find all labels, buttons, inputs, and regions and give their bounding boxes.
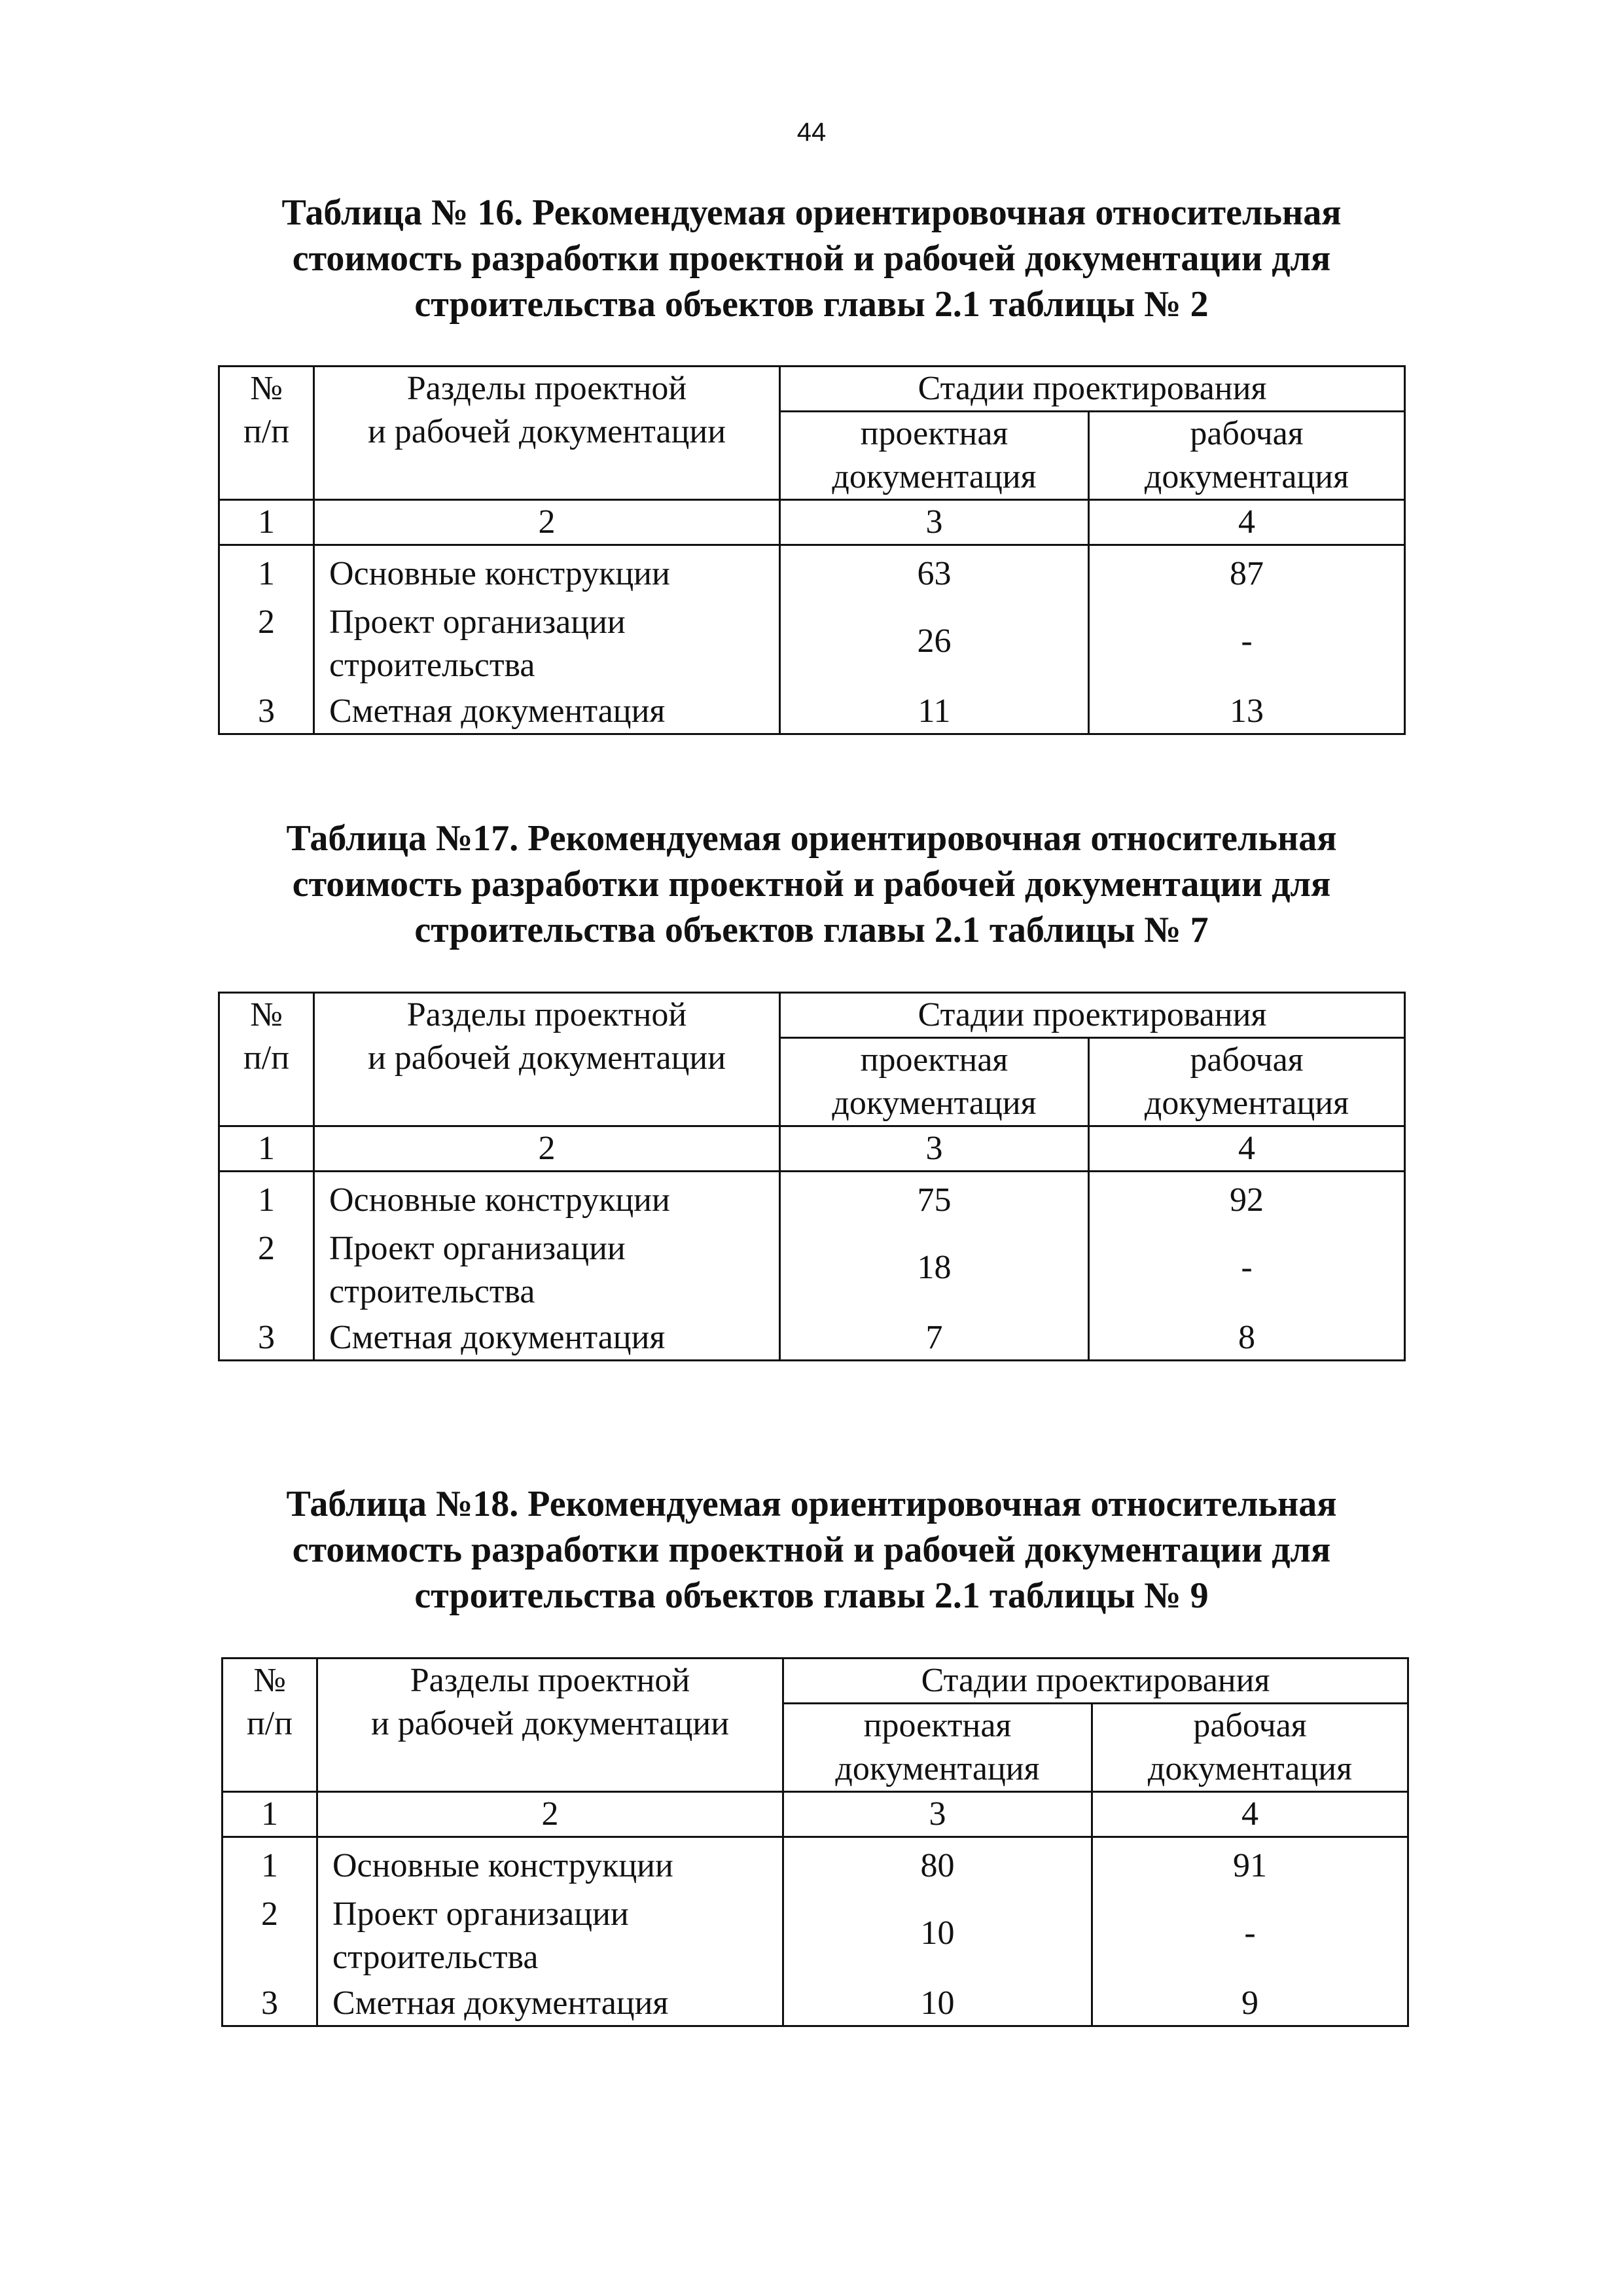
header-stages: Стадии проектирования: [780, 993, 1405, 1038]
row-work-value: 9: [1092, 1979, 1408, 2026]
row-project-value: 75: [780, 1172, 1089, 1223]
row-name: Проект организации строительства: [317, 1888, 783, 1979]
row-num: 1: [219, 1172, 314, 1223]
row-name: Проект организации строительства: [314, 596, 780, 687]
row-num: 2: [219, 596, 314, 687]
column-number: 4: [1089, 500, 1405, 545]
table-row: [223, 1837, 1408, 1888]
header-sections-line2: и рабочей документации: [370, 1705, 730, 1742]
header-num-line1: №: [250, 996, 283, 1033]
header-num-cell: [219, 367, 314, 500]
column-number: 3: [780, 1126, 1089, 1172]
header-project-line2: документация: [832, 458, 1037, 495]
header-num-line2: п/п: [243, 413, 290, 450]
column-number-row: [223, 1792, 1408, 1837]
header-work-line2: документация: [1144, 1085, 1349, 1122]
table-18: [221, 1657, 1409, 2027]
table-row: [223, 1888, 1408, 1979]
header-num-line2: п/п: [243, 1039, 290, 1077]
header-work-cell: [1089, 1038, 1405, 1126]
table-17: [218, 992, 1406, 1361]
page-number: 44: [796, 118, 827, 147]
table-title-line: стоимость разработки проектной и рабочей документации для: [292, 864, 1331, 905]
row-project-value: 63: [780, 545, 1089, 596]
header-project-cell: [783, 1704, 1092, 1792]
table-row: [223, 1979, 1408, 2026]
header-sections-line1: Разделы проектной: [410, 1662, 690, 1699]
header-work-line2: документация: [1147, 1750, 1353, 1787]
header-sections-line2: и рабочей документации: [367, 413, 726, 450]
header-project-line1: проектная: [860, 415, 1008, 452]
table-title-line: строительства объектов главы 2.1 таблицы № 9: [414, 1575, 1209, 1616]
row-name: Основные конструкции: [317, 1837, 783, 1888]
column-number: 1: [219, 1126, 314, 1172]
header-sections-cell: [317, 1659, 783, 1792]
row-project-value: 80: [783, 1837, 1092, 1888]
header-project-line1: проектная: [863, 1707, 1012, 1744]
header-num-cell: [223, 1659, 317, 1792]
header-work-line1: рабочая: [1190, 1041, 1304, 1079]
row-work-value: 91: [1092, 1837, 1408, 1888]
row-project-value: 11: [780, 687, 1089, 734]
header-num-line1: №: [250, 370, 283, 407]
table-16: [218, 365, 1406, 735]
header-sections-line2: и рабочей документации: [367, 1039, 726, 1077]
table-17-title: [0, 816, 1623, 953]
row-work-value: 87: [1089, 545, 1405, 596]
header-project-cell: [780, 1038, 1089, 1126]
row-project-value: 26: [780, 596, 1089, 687]
header-work-cell: [1092, 1704, 1408, 1792]
row-work-value: -: [1089, 1222, 1405, 1314]
table-title-line: стоимость разработки проектной и рабочей документации для: [292, 238, 1331, 279]
table-row: [219, 545, 1405, 596]
row-work-value: 13: [1089, 687, 1405, 734]
table-18-title: [0, 1481, 1623, 1619]
row-project-value: 10: [783, 1888, 1092, 1979]
header-work-cell: [1089, 412, 1405, 500]
column-number: 2: [314, 1126, 780, 1172]
row-num: 3: [219, 1314, 314, 1361]
column-number: 2: [314, 500, 780, 545]
column-number: 3: [780, 500, 1089, 545]
row-project-value: 7: [780, 1314, 1089, 1361]
row-work-value: 92: [1089, 1172, 1405, 1223]
table-row: [219, 687, 1405, 734]
table-title-line: Таблица №18. Рекомендуемая ориентировочная относительная: [286, 1484, 1337, 1524]
column-number: 1: [223, 1792, 317, 1837]
column-number: 4: [1089, 1126, 1405, 1172]
header-sections-cell: [314, 993, 780, 1126]
row-num: 2: [223, 1888, 317, 1979]
table-16-title: [0, 190, 1623, 327]
row-num: 3: [223, 1979, 317, 2026]
table-title-line: Таблица № 16. Рекомендуемая ориентировочная относительная: [281, 192, 1342, 233]
header-num-line1: №: [253, 1662, 286, 1699]
row-num: 1: [223, 1837, 317, 1888]
column-number: 4: [1092, 1792, 1408, 1837]
header-project-line1: проектная: [860, 1041, 1008, 1079]
header-work-line1: рабочая: [1193, 1707, 1307, 1744]
row-num: 2: [219, 1222, 314, 1314]
row-name: Сметная документация: [314, 1314, 780, 1361]
table-row: [219, 1222, 1405, 1314]
row-name: Сметная документация: [314, 687, 780, 734]
header-num-line2: п/п: [246, 1705, 293, 1742]
row-work-value: 8: [1089, 1314, 1405, 1361]
row-name: Основные конструкции: [314, 1172, 780, 1223]
column-number-row: [219, 500, 1405, 545]
header-sections-cell: [314, 367, 780, 500]
header-work-line1: рабочая: [1190, 415, 1304, 452]
table-title-line: Таблица №17. Рекомендуемая ориентировочная относительная: [286, 818, 1337, 859]
header-stages: Стадии проектирования: [780, 367, 1405, 412]
table-title-line: строительства объектов главы 2.1 таблицы № 2: [414, 284, 1209, 325]
header-num-cell: [219, 993, 314, 1126]
table-row: [219, 1172, 1405, 1223]
row-work-value: -: [1089, 596, 1405, 687]
header-project-line2: документация: [832, 1085, 1037, 1122]
header-project-cell: [780, 412, 1089, 500]
header-project-line2: документация: [835, 1750, 1040, 1787]
row-num: 1: [219, 545, 314, 596]
column-number: 3: [783, 1792, 1092, 1837]
header-stages: Стадии проектирования: [783, 1659, 1408, 1704]
row-num: 3: [219, 687, 314, 734]
table-title-line: строительства объектов главы 2.1 таблицы № 7: [414, 910, 1209, 950]
column-number: 2: [317, 1792, 783, 1837]
column-number-row: [219, 1126, 1405, 1172]
row-project-value: 10: [783, 1979, 1092, 2026]
row-work-value: -: [1092, 1888, 1408, 1979]
header-sections-line1: Разделы проектной: [406, 370, 687, 407]
header-sections-line1: Разделы проектной: [406, 996, 687, 1033]
header-work-line2: документация: [1144, 458, 1349, 495]
row-name: Сметная документация: [317, 1979, 783, 2026]
column-number: 1: [219, 500, 314, 545]
row-project-value: 18: [780, 1222, 1089, 1314]
table-title-line: стоимость разработки проектной и рабочей документации для: [292, 1530, 1331, 1570]
table-row: [219, 596, 1405, 687]
row-name: Основные конструкции: [314, 545, 780, 596]
table-row: [219, 1314, 1405, 1361]
row-name: Проект организации строительства: [314, 1222, 780, 1314]
